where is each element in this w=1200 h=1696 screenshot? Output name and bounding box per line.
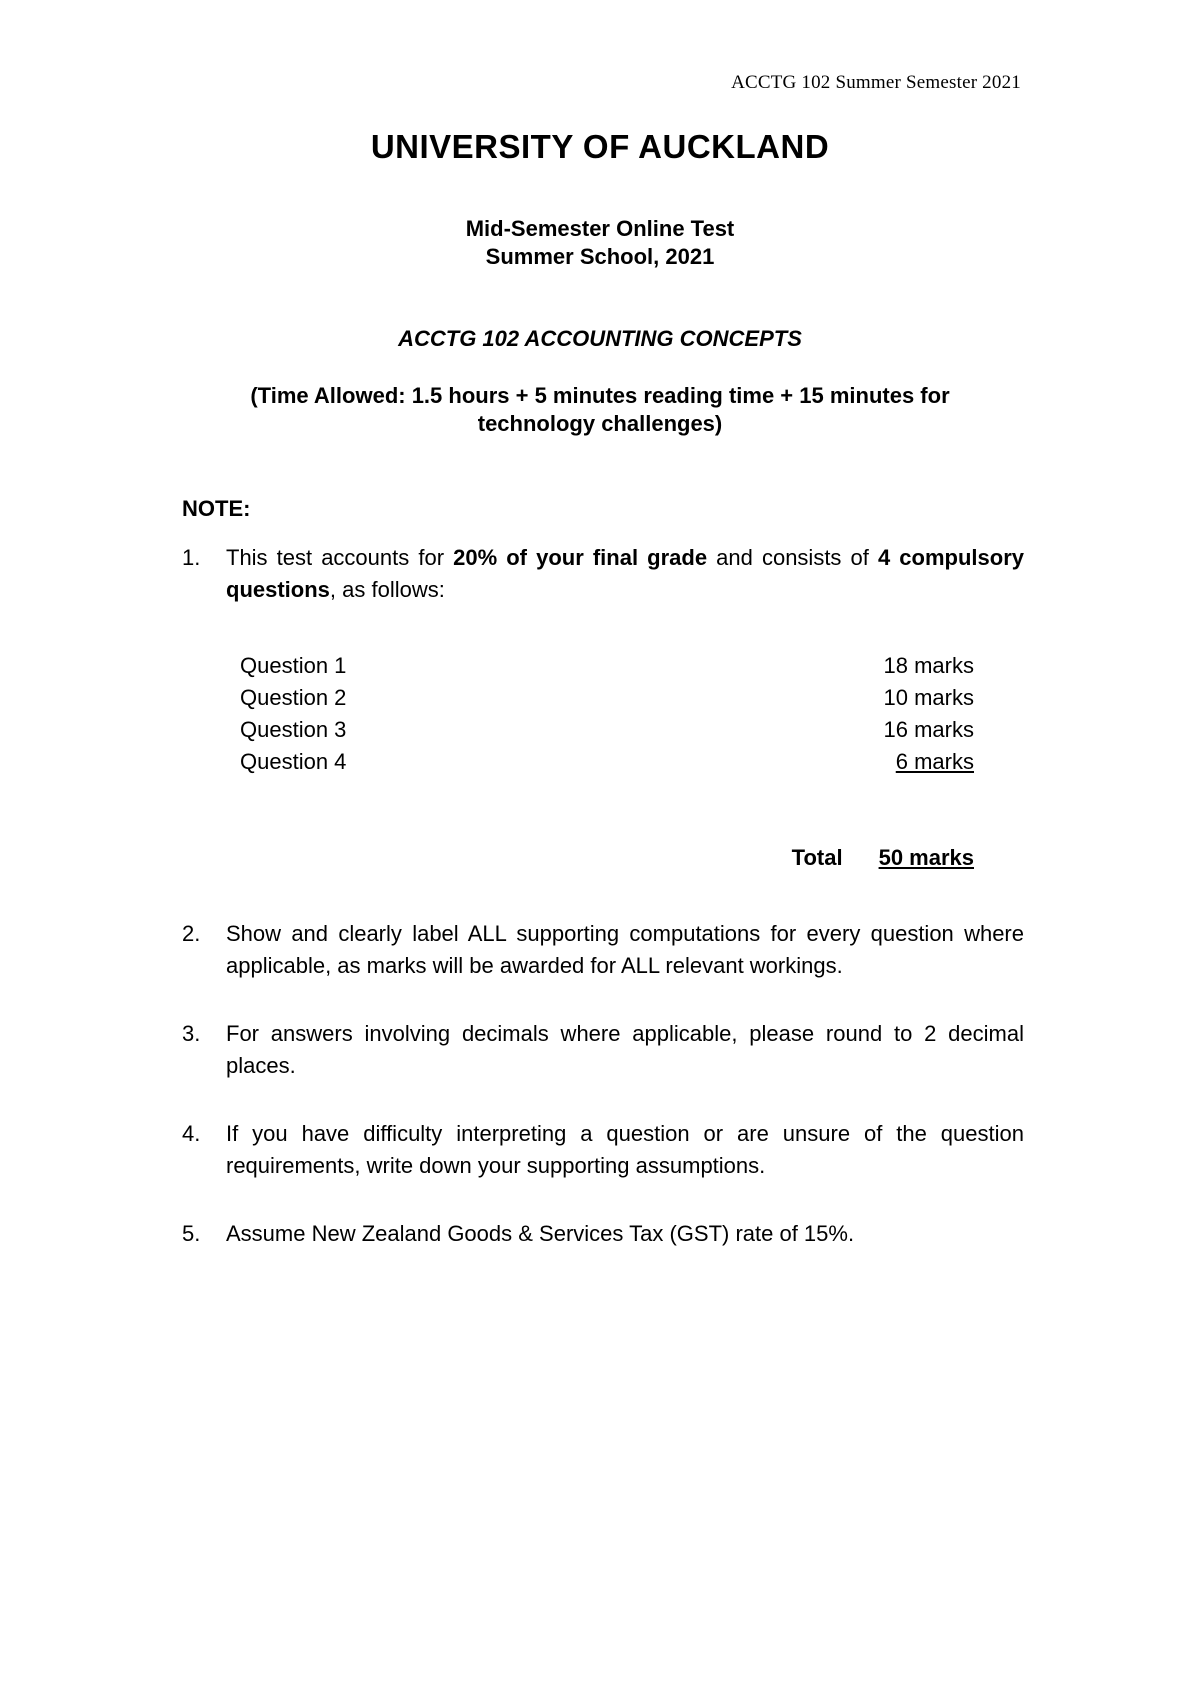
question-label: Question 4 — [240, 749, 347, 774]
note-item-number: 5. — [182, 1221, 201, 1246]
time-allowed-line-1: (Time Allowed: 1.5 hours + 5 minutes reading time + 15 minutes for — [250, 383, 950, 408]
note-item-text: Assume New Zealand Goods & Services Tax (GST) rate of 15%. — [226, 1221, 855, 1246]
question-label: Question 3 — [240, 717, 347, 742]
note-bold-segment: 20% of your final grade — [453, 545, 708, 570]
note-heading: NOTE: — [182, 496, 251, 521]
note-item-number: 4. — [182, 1121, 201, 1146]
test-name-line-2: Summer School, 2021 — [485, 244, 715, 269]
note-item-2 — [182, 918, 1024, 982]
question-marks: 6 marks — [895, 749, 974, 774]
time-allowed — [0, 382, 1200, 438]
running-header: ACCTG 102 Summer Semester 2021 — [731, 72, 1021, 93]
note-bold-segment: 4 compulsory questions — [226, 545, 1024, 602]
question-label: Question 2 — [240, 685, 347, 710]
note-item-text: For answers involving decimals where applicable, please round to 2 decimal places. — [226, 1021, 1024, 1078]
time-allowed-line-2: technology challenges) — [477, 411, 723, 436]
note-item-number: 2. — [182, 921, 201, 946]
marks-row — [240, 714, 974, 746]
question-label: Question 1 — [240, 653, 347, 678]
test-name — [0, 215, 1200, 271]
note-item-4 — [182, 1118, 1024, 1182]
course-title: ACCTG 102 ACCOUNTING CONCEPTS — [398, 326, 802, 351]
test-name-line-1: Mid-Semester Online Test — [465, 216, 735, 241]
marks-row — [240, 682, 974, 714]
note-item-text: Show and clearly label ALL supporting computations for every question where applicable, as marks will be awarded for ALL relevant workings. — [226, 921, 1024, 978]
marks-row — [240, 746, 974, 778]
question-marks-cell — [637, 746, 974, 778]
marks-row — [240, 650, 974, 682]
note-text-segment: and consists of — [707, 545, 878, 570]
marks-table — [240, 650, 974, 778]
question-marks: 18 marks — [883, 653, 974, 678]
note-item-number: 3. — [182, 1021, 201, 1046]
question-marks: 16 marks — [883, 717, 974, 742]
total-value: 50 marks — [878, 845, 974, 870]
note-item-5 — [182, 1218, 1024, 1250]
note-text-segment: , as follows: — [329, 577, 445, 602]
note-item-3 — [182, 1018, 1024, 1082]
note-item-1 — [182, 542, 1024, 606]
note-text-segment: This test accounts for — [226, 545, 454, 570]
note-item-number: 1. — [182, 545, 201, 570]
total-label: Total — [791, 845, 843, 870]
note-item-text — [226, 542, 1024, 606]
question-marks: 10 marks — [883, 685, 974, 710]
total-row — [792, 845, 974, 871]
university-title: UNIVERSITY OF AUCKLAND — [370, 128, 830, 165]
note-item-text: If you have difficulty interpreting a question or are unsure of the question requirements, write down your supporting assumptions. — [226, 1121, 1024, 1178]
